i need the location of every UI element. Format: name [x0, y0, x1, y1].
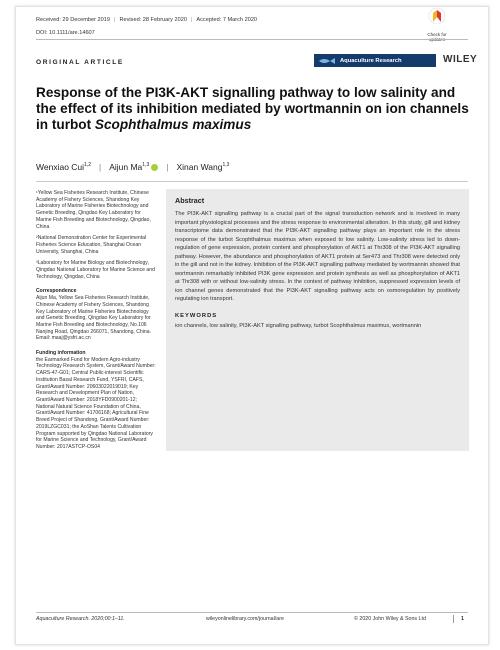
affiliation: ²National Demonstration Center for Experimental Fisheries Science Education, Shanghai Ocean University, Shanghai, China — [36, 235, 147, 255]
article-page — [15, 6, 489, 645]
keywords-text: ion channels, low salinity, PI3K-AKT signalling pathway, turbot Scophthalmus maximus, wortmannin — [175, 322, 422, 329]
abstract-heading: Abstract — [175, 196, 205, 205]
check-for-updates-badge[interactable] — [421, 7, 453, 43]
accepted-date: Accepted: 7 March 2020 — [196, 17, 258, 23]
funding-heading: Funding information — [36, 350, 86, 357]
front-matter-sidebar — [36, 190, 156, 456]
journal-badge[interactable] — [314, 54, 436, 67]
correspondence-email[interactable]: Email: maaj@ysfri.ac.cn — [36, 335, 91, 342]
check-updates-label-2: updates — [428, 37, 445, 42]
publisher-logo: WILEY — [443, 54, 478, 65]
author-name[interactable]: Wenxiao Cui — [36, 162, 85, 172]
journal-name: Aquaculture Research — [340, 57, 402, 64]
fish-logo-icon — [318, 57, 336, 65]
footer-separator — [453, 615, 454, 623]
correspondence-heading: Correspondence — [36, 288, 77, 295]
correspondence-text: Aijun Ma, Yellow Sea Fisheries Research Institute, Chinese Academy of Fishery Sciences, Shandong Key Laboratory of Marine Fisheries Biotechnology and Genetic Breeding, Qingdao Key Laboratory for Marine Fish Breeding and Biotechnology, No.106 Nanjing Road, Qingdao 266071, Shandong, China. — [36, 295, 151, 335]
author-name[interactable]: Xinan Wang — [176, 162, 223, 172]
orcid-icon[interactable] — [151, 164, 158, 171]
footer-url[interactable]: wileyonlinelibrary.com/journal/are — [206, 616, 284, 622]
author-affil: 1,2 — [84, 162, 91, 169]
article-title — [36, 85, 471, 133]
check-updates-label-1: Check for — [427, 32, 447, 37]
author-list: Wenxiao Cui$^{1,2}$ | Aijun Ma$^{1,3}$ | Xinan Wang$^{1,3}$ — [36, 162, 230, 172]
authors-divider — [36, 181, 468, 182]
abstract-text: The PI3K-AKT signalling pathway is a crucial part of the signal transduction network and is involved in many important physiological processes and the stress response to environmental alteration. In this study, gill and kidney transcriptome data demonstrated that the PI3K-AKT signalling pathway plays an important role in the stress response of the turbot Scophthalmus maximus when exposed to low salinity. Low-salinity stress led to down-regulation of gene expression, protein content and phosphorylation of AKT1 at Thr308 of the PI3K-AKT signalling pathway. However, the abundance and phosphorylation of AKT1 protein at Ser473 and Thr308 were detected only in the gill and not in the kidney. Inhibition of the PI3K-AKT signalling pathway mediated by wortmannin showed that wortmannin remarkably inhibited PI3K gene expression and protein synthesis as well as phosphorylation of AKT1 at Thr308 with or without low-salinity stress. In the context of pathway inhibition, suppressed expression levels of ion channel genes demonstrated that the PI3K-AKT signalling pathway acts on osmoregulation by positively regulating ion transport. — [175, 211, 460, 302]
affiliation: ¹Yellow Sea Fisheries Research Institute, Chinese Academy of Fishery Sciences, Shandong Key Laboratory of Marine Fisheries Biotechnology and Genetic Breeding, Qingdao Key Laboratory for Marine Fish Breeding and Biotechnology, Qingdao, China — [36, 190, 151, 230]
title-species: Scophthalmus maximus — [94, 117, 252, 132]
header-divider — [36, 39, 468, 40]
received-date: Received: 29 December 2019 — [36, 17, 111, 23]
footer-citation: Aquaculture Research. 2020;00:1–11. — [36, 616, 125, 622]
footer-divider — [36, 612, 468, 613]
author-affil: 1,3 — [222, 162, 230, 169]
article-type: ORIGINAL ARTICLE — [36, 59, 124, 66]
abstract-box — [166, 189, 469, 451]
footer-copyright: © 2020 John Wiley & Sons Ltd — [354, 616, 426, 622]
funding-text: the Earmarked Fund for Modern Agro-industry Technology Research System, Grant/Award Number: CARS-47-G01; Central Public-interest Scientific Institution Basal Research Fund, YSFRI, CAFS, Grant/Award Number: 20603022019019; Key Research and Development Plan of Nation, Grant/Award Number: 2018YFD0900201-12; National Natural Science Foundation of China, Grant/Award Number: 41706168; Agricultural Fine Breed Project of Shandong, Grant/Award Number: 2019LZGC031; the AoShan Talents Cultivation Program supported by Qingdao National Laboratory for Marine Science and Technology, Grant/Award Number: 2017ASTCP-OS04 — [36, 356, 156, 450]
history-dates: Received: 29 December 2019 | Revised: 28 February 2020 | Accepted: 7 March 2020 — [36, 17, 258, 23]
title-main: Response of the PI3K-AKT signalling pathway to low salinity and the effect of its inhibition mediated by wortmannin on ion channels in turbot — [36, 85, 469, 132]
check-updates-icon — [428, 7, 446, 27]
author-name[interactable]: Aijun Ma — [109, 162, 143, 172]
affiliation: ³Laboratory for Marine Biology and Biotechnology, Qingdao National Laboratory for Marine Science and Technology, Qingdao, China — [36, 260, 155, 280]
keywords-heading: KEYWORDS — [175, 312, 218, 319]
revised-date: Revised: 28 February 2020 — [119, 17, 187, 23]
doi: DOI: 10.1111/are.14607 — [36, 30, 95, 36]
author-affil: 1,3 — [142, 162, 150, 169]
page-number: 1 — [461, 616, 464, 622]
